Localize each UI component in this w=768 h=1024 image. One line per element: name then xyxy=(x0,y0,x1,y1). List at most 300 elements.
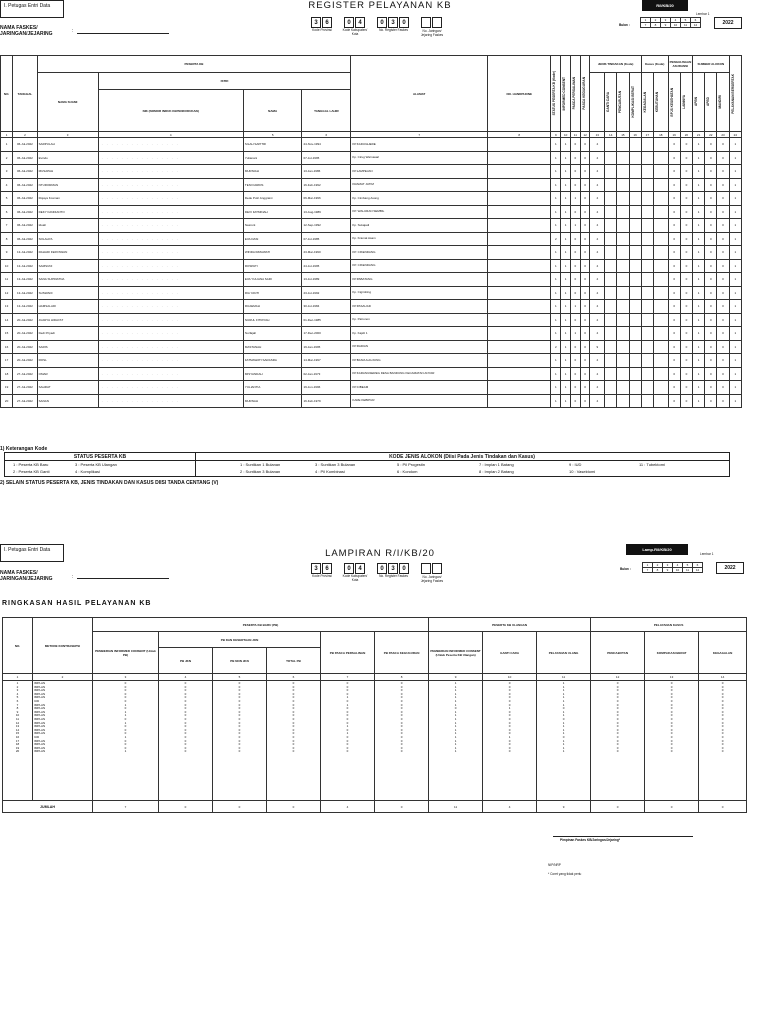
month-cell[interactable]: 8 xyxy=(651,23,661,28)
month-grid[interactable] xyxy=(640,17,701,28)
footnote: * Coret yang tidak perlu xyxy=(548,872,582,876)
row-empty-cell xyxy=(641,192,653,206)
month-cell[interactable]: 4 xyxy=(671,18,681,23)
row-alamat: Kp. Cigimbing xyxy=(351,286,488,300)
month-cell[interactable]: 9 xyxy=(661,23,671,28)
nik-digit-cell: · xyxy=(161,344,163,349)
row-empty-cell xyxy=(605,192,617,206)
code-caption: Kode Kabupaten/ Kota xyxy=(342,28,368,36)
alokon-item: 7 : Implan 1 Batang xyxy=(479,462,514,467)
summary-metode-list-values: IMPLAN IMPLAN IMPLAN IMPLAN IMPLAN IUD IMPLAN IMPLAN IMPLAN IMPLAN IMPLAN IMPLAN IMPLAN IMPLAN IMPLAN IUD IMPLAN IMPLAN IMPLAN IMPLAN xyxy=(34,681,46,754)
row-tgl-lahir: 19-Jan-1995 xyxy=(302,340,351,354)
row-asuransi-bpjs: 0 xyxy=(668,219,680,233)
row-sumber-apbn: 0 xyxy=(705,327,717,341)
nik-digit-cell: · xyxy=(176,223,178,228)
col-number: 6 xyxy=(302,132,351,138)
summary-ic-pb xyxy=(93,681,159,801)
code-digit-box[interactable] xyxy=(421,17,431,28)
row-ic: 1 xyxy=(561,232,571,246)
row-asuransi-lain: 0 xyxy=(680,151,692,165)
nik-digit-cell: · xyxy=(166,385,168,390)
nik-digit-cell: · xyxy=(131,155,133,160)
nik-digit-cell: · xyxy=(131,142,133,147)
code-digit-box[interactable]: 0 xyxy=(344,17,354,28)
summary-total-row xyxy=(3,801,747,813)
nik-digit-cell: · xyxy=(141,250,143,255)
row-ic: 1 xyxy=(561,165,571,179)
col-pelayanan-ulang: PELAYANAN ULANG xyxy=(537,632,591,674)
nik-digit-cell: · xyxy=(151,236,153,241)
col-number: 13 xyxy=(645,674,699,681)
row-empty-cell xyxy=(641,151,653,165)
month-cell[interactable]: 3 xyxy=(661,18,671,23)
nik-digit-cell: · xyxy=(176,196,178,201)
row-sumber-tidak: 1 xyxy=(693,327,705,341)
code-digit-box[interactable]: 0 xyxy=(377,17,387,28)
row-status: 1 xyxy=(551,192,561,206)
nik-digit-cell: · xyxy=(121,196,123,201)
row-pasca-persalinan: 0 xyxy=(570,273,580,287)
row-empty-cell xyxy=(629,327,641,341)
row-pasca-keguguran: 0 xyxy=(580,286,590,300)
nik-digit-cell: · xyxy=(176,304,178,309)
summary-no-list xyxy=(3,681,33,801)
nik-digit-cell: · xyxy=(176,142,178,147)
alokon-item: 6 : Kondom xyxy=(397,468,418,474)
nik-digit-cell: · xyxy=(166,209,168,214)
nik-digit-cell: · xyxy=(141,331,143,336)
code-digit-box[interactable] xyxy=(432,563,442,574)
row-tanggal: 20-Jul-2022 xyxy=(13,340,37,354)
summary-pelayanan-ulang xyxy=(537,681,591,801)
nik-digit-cell: · xyxy=(101,155,103,160)
month-cell[interactable]: 11 xyxy=(683,568,693,573)
code-group xyxy=(344,563,369,582)
row-empty-cell xyxy=(617,367,629,381)
row-alamat: Kp. Cimbang Asong xyxy=(351,192,488,206)
row-nama: MURNIAH xyxy=(243,165,302,179)
nik-digit-cell: · xyxy=(166,250,168,255)
col-number: 4 xyxy=(159,674,213,681)
col-ic-label: INFORMED CONSENT xyxy=(562,76,567,111)
nik-digit-cell: · xyxy=(141,398,143,403)
row-asuransi-lain: 0 xyxy=(680,219,692,233)
nik-digit-cell: · xyxy=(121,263,123,268)
nik-digit-cell: · xyxy=(141,344,143,349)
nik-digit-cell: · xyxy=(141,223,143,228)
nik-digit-cell: · xyxy=(141,385,143,390)
nik-digit-cell: · xyxy=(161,196,163,201)
alokon-item: 11 : Tubektomi xyxy=(639,462,665,467)
code-digit-box[interactable]: 6 xyxy=(322,17,332,28)
col-number: 5 xyxy=(213,674,267,681)
nik-digit-cell: · xyxy=(116,209,118,214)
month-cell[interactable]: 4 xyxy=(673,563,683,568)
summary-table xyxy=(2,617,747,813)
col-number: 2 xyxy=(33,674,93,681)
row-asuransi-lain: 0 xyxy=(680,394,692,408)
col-number: 8 xyxy=(488,132,551,138)
col-hp: NO. HANDPHONE xyxy=(488,56,551,132)
code-caption: No. Register Faskes xyxy=(379,28,408,32)
nik-digit-cell: · xyxy=(146,142,148,147)
code-digit-box[interactable]: 3 xyxy=(311,17,321,28)
code-digit-box[interactable]: 4 xyxy=(355,563,365,574)
nik-digit-cell: · xyxy=(131,398,133,403)
code-boxes xyxy=(311,17,451,43)
nik-digit-cell: · xyxy=(176,371,178,376)
row-pelayanan: 1 xyxy=(729,165,741,179)
row-asuransi-bpjs: 0 xyxy=(668,394,680,408)
code-digit-box[interactable]: 4 xyxy=(355,17,365,28)
row-empty-cell xyxy=(605,394,617,408)
row-empty-cell xyxy=(605,178,617,192)
total-cell: 0 xyxy=(591,801,645,813)
nik-digit-cell: · xyxy=(151,155,153,160)
row-nik xyxy=(98,327,243,341)
row-empty-cell xyxy=(617,381,629,395)
nik-digit-cell: · xyxy=(166,196,168,201)
row-empty-cell xyxy=(641,340,653,354)
alokon-item: 8 : Implan 2 Batang xyxy=(479,468,514,474)
col-pb-jkn: PB JKN xyxy=(159,648,213,674)
nik-digit-cell: · xyxy=(176,344,178,349)
row-empty-cell xyxy=(605,219,617,233)
faskes-name-line[interactable] xyxy=(77,33,169,34)
col-sub-tindakan-label: PENCABUTAN xyxy=(618,90,623,114)
row-nik xyxy=(98,367,243,381)
month-cell[interactable]: 12 xyxy=(691,23,701,28)
nik-digit-cell: · xyxy=(151,317,153,322)
month-cell[interactable]: 10 xyxy=(673,568,683,573)
status-item: 1 : Peserta KB Baru xyxy=(13,462,49,467)
code-digit-box[interactable]: 0 xyxy=(399,563,409,574)
code-digit-box[interactable]: 3 xyxy=(388,563,398,574)
month-cell[interactable]: 10 xyxy=(671,23,681,28)
row-pelayanan: 1 xyxy=(729,259,741,273)
code-digit-box[interactable]: 0 xyxy=(377,563,387,574)
nik-digit-cell: · xyxy=(116,142,118,147)
status-item: 2 : Peserta KB Ganti xyxy=(13,468,50,474)
row-nama-suami: SAHRAT xyxy=(37,381,98,395)
table-row xyxy=(1,138,742,152)
nik-digit-cell: · xyxy=(116,277,118,282)
summary-pelayanan-ulang-values: 1 1 1 1 1 1 1 0 1 1 0 1 1 1 1 0 1 1 1 1 xyxy=(562,681,565,754)
row-pelayanan: 1 xyxy=(729,205,741,219)
month-cell[interactable]: 12 xyxy=(693,568,703,573)
keterangan-title: 1) Keterangan Kode xyxy=(0,446,48,452)
nik-digit-cell: · xyxy=(106,236,108,241)
nik-digit-cell: · xyxy=(101,209,103,214)
nik-digit-cell: · xyxy=(101,263,103,268)
row-tgl-lahir: 01-Dec-1985 xyxy=(302,313,351,327)
total-cell: 0 xyxy=(267,801,321,813)
row-tanggal: 06-Jul-2022 xyxy=(13,178,37,192)
nik-digit-cell: · xyxy=(126,169,128,174)
row-tanggal: 27-Jul-2022 xyxy=(13,394,37,408)
nik-digit-cell: · xyxy=(116,169,118,174)
nik-digit-cell: · xyxy=(156,344,158,349)
code-digit-box[interactable]: 0 xyxy=(399,17,409,28)
nik-digit-cell: · xyxy=(166,142,168,147)
nik-digit-cell: · xyxy=(141,277,143,282)
row-tanggal: 13-Jul-2022 xyxy=(13,259,37,273)
nik-digit-cell: · xyxy=(116,250,118,255)
row-status: 1 xyxy=(551,273,561,287)
nik-digit-cell: · xyxy=(106,209,108,214)
code-digit-box[interactable]: 3 xyxy=(388,17,398,28)
table-row xyxy=(1,192,742,206)
summary-pasca-persalinan-values: 0 0 0 0 1 0 1 0 0 0 0 0 1 0 1 0 0 0 0 0 xyxy=(346,681,349,754)
row-tanggal: 27-Jul-2022 xyxy=(13,367,37,381)
row-sumber-tidak: 1 xyxy=(693,381,705,395)
nik-digit-cell: · xyxy=(146,317,148,322)
row-asuransi-bpjs: 0 xyxy=(668,205,680,219)
nik-digit-cell: · xyxy=(121,169,123,174)
col-sub-kasus xyxy=(653,73,668,132)
nik-digit-cell: · xyxy=(131,263,133,268)
row-asuransi-lain: 0 xyxy=(680,232,692,246)
nik-digit-cell: · xyxy=(126,250,128,255)
year-box[interactable]: 2022 xyxy=(714,17,742,29)
code-caption: Kode Provinsi xyxy=(312,28,332,32)
row-empty-cell xyxy=(605,313,617,327)
row-sumber-tidak: 1 xyxy=(693,178,705,192)
nik-digit-cell: · xyxy=(146,263,148,268)
nik-digit-cell: · xyxy=(161,331,163,336)
nik-digit-cell: · xyxy=(126,385,128,390)
row-nama: WINDA IRMAWATI xyxy=(243,246,302,260)
row-empty-cell xyxy=(641,165,653,179)
nik-digit-cell: · xyxy=(176,209,178,214)
month-cell[interactable]: 2 xyxy=(653,563,663,568)
row-empty-cell xyxy=(629,138,641,152)
row-pelayanan: 1 xyxy=(729,367,741,381)
row-asuransi-bpjs: 0 xyxy=(668,313,680,327)
month-cell[interactable]: 6 xyxy=(693,563,703,568)
row-empty-cell xyxy=(629,246,641,260)
code-digit-box[interactable]: 6 xyxy=(322,563,332,574)
nik-digit-cell: · xyxy=(111,236,113,241)
total-cell: 9 xyxy=(537,801,591,813)
nik-digit-cell: · xyxy=(121,344,123,349)
row-asuransi-bpjs: 0 xyxy=(668,232,680,246)
row-sumber-tidak: 1 xyxy=(693,192,705,206)
row-nama-suami: HAMSALADI xyxy=(37,300,98,314)
month-cell[interactable]: 2 xyxy=(651,18,661,23)
month-grid-2[interactable] xyxy=(642,562,703,573)
row-nama-suami: SOLAHYA xyxy=(37,232,98,246)
row-nama-suami: SARPULAH xyxy=(37,138,98,152)
nik-digit-cell: · xyxy=(126,344,128,349)
month-cell[interactable]: 3 xyxy=(663,563,673,568)
nik-digit-cell: · xyxy=(156,236,158,241)
row-empty-cell xyxy=(641,354,653,368)
row-status: 1 xyxy=(551,246,561,260)
nik-digit-cell: · xyxy=(131,344,133,349)
row-jenis-tindakan: 4 xyxy=(590,300,605,314)
row-pasca-persalinan: 0 xyxy=(570,151,580,165)
row-tgl-lahir: 23-Mar-1990 xyxy=(302,246,351,260)
month-cell[interactable]: 6 xyxy=(691,18,701,23)
row-empty-cell xyxy=(653,394,668,408)
row-pasca-persalinan: 1 xyxy=(570,300,580,314)
row-tgl-lahir: 17-Dec-2000 xyxy=(302,327,351,341)
code-digit-box[interactable] xyxy=(421,563,431,574)
alokon-title: KODE JENIS ALOKON (Diisi Pada Jenis Tindakan dan Kasus) xyxy=(389,454,535,460)
row-ic: 1 xyxy=(561,327,571,341)
nik-digit-cell: · xyxy=(146,344,148,349)
row-nik xyxy=(98,259,243,273)
month-cell[interactable]: 5 xyxy=(681,18,691,23)
month-cell[interactable]: 9 xyxy=(663,568,673,573)
row-nama: SILAH SAPITRI xyxy=(243,138,302,152)
nik-digit-cell: · xyxy=(131,250,133,255)
row-nama: DEVI FATMINAH xyxy=(243,205,302,219)
code-digit-box[interactable] xyxy=(432,17,442,28)
code-digit-box[interactable]: 0 xyxy=(344,563,354,574)
year-box-2[interactable]: 2022 xyxy=(716,562,744,574)
nik-digit-cell: · xyxy=(161,290,163,295)
month-cell[interactable]: 7 xyxy=(643,568,653,573)
col-jenis-tindakan: JENIS TINDAKAN (Kode) xyxy=(590,56,641,73)
row-tanggal: 20-Jul-2022 xyxy=(13,327,37,341)
row-tgl-lahir: 16-Feb-1979 xyxy=(302,394,351,408)
nik-digit-cell: · xyxy=(171,209,173,214)
nik-digit-cell: · xyxy=(136,317,138,322)
code-caption: Kode Provinsi xyxy=(312,574,332,578)
row-pasca-keguguran: 0 xyxy=(580,340,590,354)
month-cell[interactable]: 1 xyxy=(641,18,651,23)
row-empty-cell xyxy=(629,259,641,273)
row-sumber-tidak: 1 xyxy=(693,286,705,300)
nik-digit-cell: · xyxy=(166,344,168,349)
nik-digit-cell: · xyxy=(101,236,103,241)
nik-digit-cell: · xyxy=(156,290,158,295)
col-peserta-kb: PESERTA KB xyxy=(37,56,351,73)
month-cell[interactable]: 11 xyxy=(681,23,691,28)
row-sumber-tidak: 1 xyxy=(693,354,705,368)
summary-subtitle: RINGKASAN HASIL PELAYANAN KB xyxy=(2,600,152,607)
row-asuransi-lain: 0 xyxy=(680,273,692,287)
row-pasca-persalinan: 0 xyxy=(570,340,580,354)
row-ic: 1 xyxy=(561,219,571,233)
nik-digit-cell: · xyxy=(111,142,113,147)
row-empty-cell xyxy=(653,246,668,260)
month-cell[interactable]: 1 xyxy=(643,563,653,568)
nik-digit-cell: · xyxy=(116,236,118,241)
row-pasca-persalinan: 0 xyxy=(570,313,580,327)
row-pasca-keguguran: 0 xyxy=(580,367,590,381)
alokon-item: 5 : Pil Progestin xyxy=(397,462,426,467)
month-cell[interactable]: 5 xyxy=(683,563,693,568)
nik-digit-cell: · xyxy=(101,290,103,295)
total-cell: 11 xyxy=(429,801,483,813)
nik-digit-cell: · xyxy=(116,371,118,376)
row-status: 1 xyxy=(551,259,561,273)
nik-digit-cell: · xyxy=(166,331,168,336)
row-sumber-tidak: 1 xyxy=(693,273,705,287)
month-cell[interactable]: 7 xyxy=(641,23,651,28)
nik-digit-cell: · xyxy=(156,317,158,322)
nik-digit-cell: · xyxy=(136,142,138,147)
month-cell[interactable]: 8 xyxy=(653,568,663,573)
nik-digit-cell: · xyxy=(141,182,143,187)
nik-digit-cell: · xyxy=(171,344,173,349)
code-digit-box[interactable]: 3 xyxy=(311,563,321,574)
total-cell: 4 xyxy=(483,801,537,813)
nik-digit-cell: · xyxy=(116,398,118,403)
faskes-name-line-2[interactable] xyxy=(77,578,169,579)
row-sumber-apbd: 0 xyxy=(717,354,729,368)
total-cell: 0 xyxy=(375,801,429,813)
nik-digit-cell: · xyxy=(106,290,108,295)
nik-digit-cell: · xyxy=(146,398,148,403)
form-code-badge-2: Lamp.R/I/KB/20 xyxy=(626,544,688,555)
nik-digit-cell: · xyxy=(116,385,118,390)
row-asuransi-bpjs: 0 xyxy=(668,340,680,354)
col-number: 12 xyxy=(591,674,645,681)
nik-digit-cell: · xyxy=(171,398,173,403)
col-number: 7 xyxy=(351,132,488,138)
row-nik xyxy=(98,138,243,152)
nik-digit-cell: · xyxy=(126,331,128,336)
col-number: 10 xyxy=(483,674,537,681)
row-sumber-tidak: 1 xyxy=(693,246,705,260)
alokon-item: 9 : IUD xyxy=(569,462,582,467)
col-pasca-keguguran: PB PASCA KEGUGURAN xyxy=(375,632,429,674)
row-nama-suami: Idoah xyxy=(37,219,98,233)
row-nama: Dede Putri Anggraini xyxy=(243,192,302,206)
nik-digit-cell: · xyxy=(131,223,133,228)
row-empty-cell xyxy=(629,367,641,381)
col-sub-asuransi xyxy=(680,73,692,132)
nik-digit-cell: · xyxy=(126,290,128,295)
nik-digit-cell: · xyxy=(116,344,118,349)
nik-digit-cell: · xyxy=(121,290,123,295)
row-asuransi-lain: 0 xyxy=(680,340,692,354)
nik-digit-cell: · xyxy=(151,142,153,147)
nik-digit-cell: · xyxy=(111,182,113,187)
row-empty-cell xyxy=(653,259,668,273)
nik-digit-cell: · xyxy=(126,277,128,282)
row-asuransi-lain: 0 xyxy=(680,354,692,368)
nik-digit-cell: · xyxy=(151,223,153,228)
row-asuransi-bpjs: 0 xyxy=(668,354,680,368)
row-tgl-lahir: 13-Aug-1989 xyxy=(302,205,351,219)
nik-digit-cell: · xyxy=(151,263,153,268)
nik-digit-cell: · xyxy=(171,263,173,268)
row-tanggal: 27-Jul-2022 xyxy=(13,381,37,395)
row-sumber-apbn: 0 xyxy=(705,286,717,300)
row-asuransi-lain: 0 xyxy=(680,259,692,273)
row-sumber-apbn: 0 xyxy=(705,259,717,273)
row-ic: 1 xyxy=(561,313,571,327)
col-asuransi: PENGGUNAAN ASURANSI xyxy=(668,56,692,73)
code-caption: No. Jaringan/ Jejaring Faskes xyxy=(420,575,444,583)
nik-digit-cell: · xyxy=(116,358,118,363)
row-pelayanan: 1 xyxy=(729,178,741,192)
row-sumber-tidak: 1 xyxy=(693,300,705,314)
nik-digit-cell: · xyxy=(111,385,113,390)
row-empty-cell xyxy=(605,151,617,165)
row-alamat: KARE KEBIPUR xyxy=(351,394,488,408)
row-pasca-keguguran: 0 xyxy=(580,327,590,341)
row-jenis-tindakan: 4 xyxy=(590,286,605,300)
row-jenis-tindakan: 4 xyxy=(590,367,605,381)
row-sumber-apbd: 0 xyxy=(717,327,729,341)
col-sumber: SUMBER ALOKON xyxy=(693,56,730,73)
